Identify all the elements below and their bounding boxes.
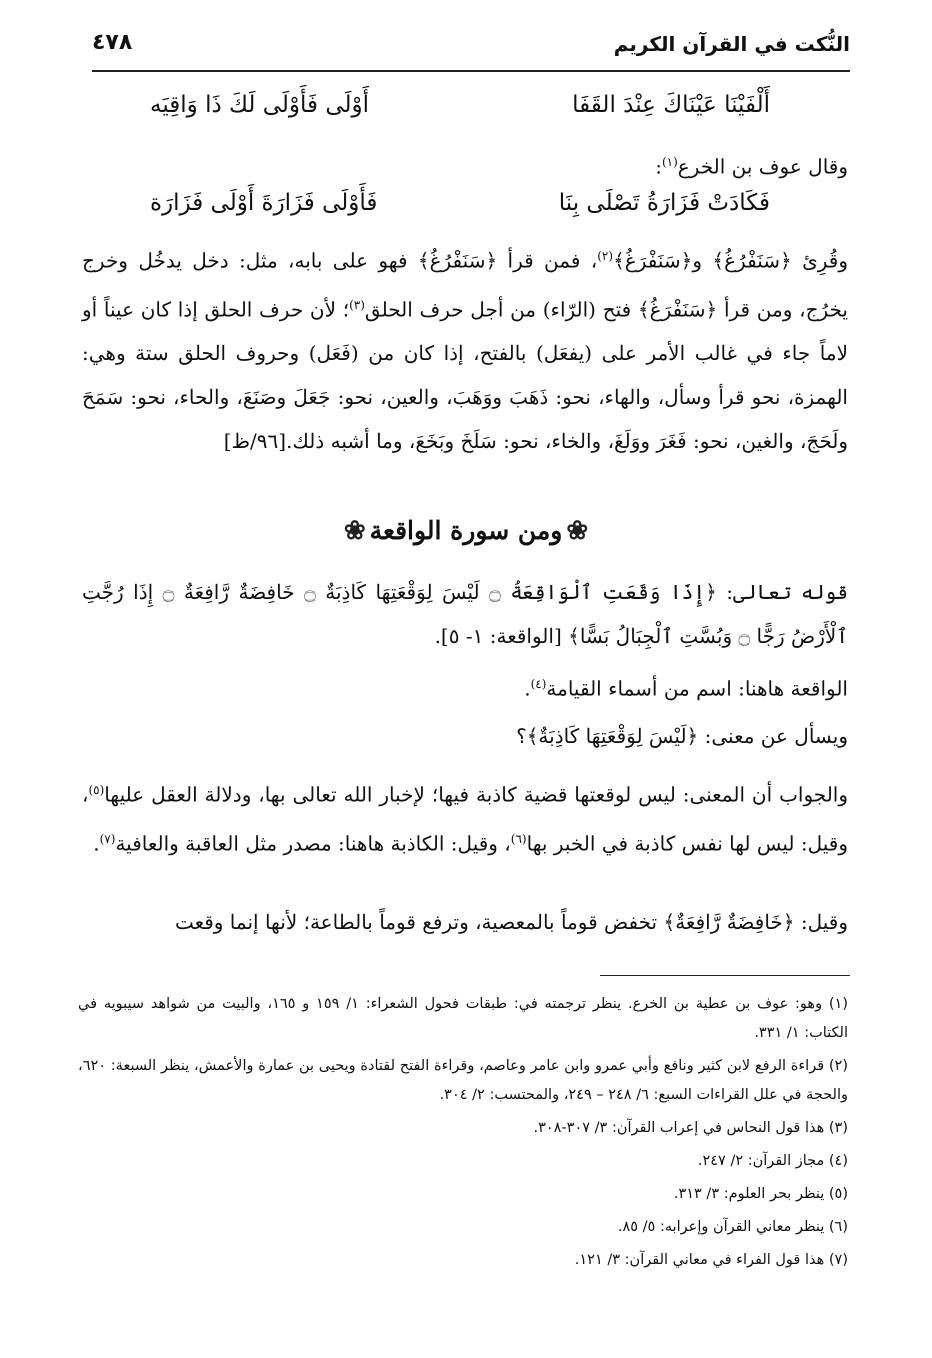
ornament-icon: ❀ [566, 516, 589, 546]
footnote-ref: (٤) [530, 677, 547, 691]
ornament-icon: ❀ [343, 516, 366, 546]
footnote: (٣) هذا قول النحاس في إعراب القرآن: ٣/ ٣٠٧-٣٠٨. [533, 1120, 848, 1136]
footnote-divider [600, 975, 850, 976]
footnote-ref: (٥) [88, 783, 105, 797]
paragraph-definition: الواقعة هاهنا: اسم من أسماء القيامة$^{(٤)}$. [524, 676, 848, 701]
footnote: (٤) مجاز القرآن: ٢/ ٢٤٧. [697, 1153, 848, 1169]
footnote: (٢) قراءة الرفع لابن كثير ونافع وأبي عمرو وابن عامر وعاصم، وقراءة الفتح لقتادة ويحيى بن عمارة والأعمش، ينظر السبعة: ٦٢٠، والحجة في علل القراءات السبع: ٦/ ٢٤٨ – ٢٤٩، والمحتسب: ٢/ ٣٠٤. [78, 1058, 848, 1103]
paragraph-qiraat: وقُرِئ ﴿سَنَفْرُغُ﴾ و﴿سَنَفْرَغُ﴾$^{(٢)}$، فمن قرأ ﴿سَنَفْرُغُ﴾ فهو على بابه، مثل: دخل يدخُل وخرج يخرُج، ومن قرأ ﴿سَنَفْرَغُ﴾ فتح (الرّاء) من أجل حرف الحلق$^{(٣)}$؛ لأن حرف الحلق إذا كان عيناً أو لاماً جاء في غالب الأمر على (يفعَل) بالفتح، إذا كان من (فَعَل) وحروف الحلق ستة وهي: الهمزة، نحو قرأ وسأل، والهاء، نحو: ذَهَبَ ووَهَبَ، والعين، نحو: جَعَلَ وصَنَعَ، والحاء، نحو: سَمَحَ ولَحَجَ، والغين، نحو: فَغَرَ ووَلَغَ، والخاء، نحو: سَلَخَ وبَخَعَ، وما أشبه ذلك.[٩٦/ظ] [82, 248, 848, 454]
paragraph-answer: والجواب أن المعنى: ليس لوقعتها قضية كاذبة فيها؛ لإخبار الله تعالى بها، ودلالة العقل عليها$^{(٥)}$، وقيل: ليس لها نفس كاذبة في الخبر بها$^{(٦)}$، وقيل: الكاذبة هاهنا: مصدر مثل العاقبة والعافية$^{(٧)}$. [82, 782, 848, 856]
footnote: (٦) ينظر معاني القرآن وإعرابه: ٥/ ٨٥. [617, 1219, 848, 1235]
poetry-intro: وقال عوف بن الخرع$^{(١)}$: [655, 154, 848, 179]
footnote-ref: (١) [661, 155, 678, 169]
poetry-verse-1 [150, 92, 770, 132]
page-number: ٤٧٨ [92, 30, 133, 55]
footnote-ref: (٣) [349, 297, 365, 312]
hemistich-right: أَلْفَيْنَا عَيْنَاكَ عِنْدَ القَفَا [572, 92, 770, 118]
footnote: (٥) ينظر بحر العلوم: ٣/ ٣١٣. [673, 1186, 848, 1202]
hemistich-right: فَكَادَتْ فَزَارَةُ تَصْلَى بِنَا [558, 190, 770, 216]
footnote-ref: (٢) [597, 249, 614, 263]
footnote-ref: (٧) [99, 831, 116, 846]
footnote: (١) وهو: عوف بن عطية بن الخرع. ينظر ترجمته في: طبقات فحول الشعراء: ١/ ١٥٩ و ١٦٥، والبيت من شواهد سيبويه في الكتاب: ١/ ٣٣١. [78, 996, 848, 1041]
hemistich-left: أَوْلَى فَأَوْلَى لَكَ ذَا وَاقِيَه [150, 92, 369, 118]
footnote-ref: (٦) [510, 831, 527, 846]
surah-heading: ❀ومن سورة الواقعة❀ [343, 516, 589, 546]
paragraph-final: وقيل: ﴿خَافِضَةٌ رَّافِعَةٌ﴾ تخفض قوماً بالمعصية، وترفع قوماً بالطاعة؛ لأنها إنما وقعت [174, 910, 848, 934]
poetry-verse-2 [150, 190, 770, 230]
paragraph-verse-quote: قوله تعالى: ﴿إِذَا وَقَعَتِ ٱلْوَاقِعَةُ ۝ لَيْسَ لِوَقْعَتِهَا كَاذِبَةٌ ۝ خَافِضَةٌ رَّافِعَةٌ ۝ إِذَا رُجَّتِ ٱلْأَرْضُ رَجًّا ۝ وَبُسَّتِ ٱلْجِبَالُ بَسًّا﴾ [الواقعة: ١- ٥]. [82, 580, 848, 648]
hemistich-left: فَأَوْلَى فَزَارَةَ أَوْلَى فَزَارَة [150, 190, 378, 216]
footnotes [78, 990, 848, 1279]
footnote: (٧) هذا قول الفراء في معاني القرآن: ٣/ ١٢١. [574, 1252, 848, 1268]
paragraph-question: ويسأل عن معنى: ﴿لَيْسَ لِوَقْعَتِهَا كَاذِبَةٌ﴾؟ [516, 724, 848, 748]
book-title: النُّكت في القرآن الكريم [613, 32, 850, 56]
page-header [92, 26, 850, 72]
